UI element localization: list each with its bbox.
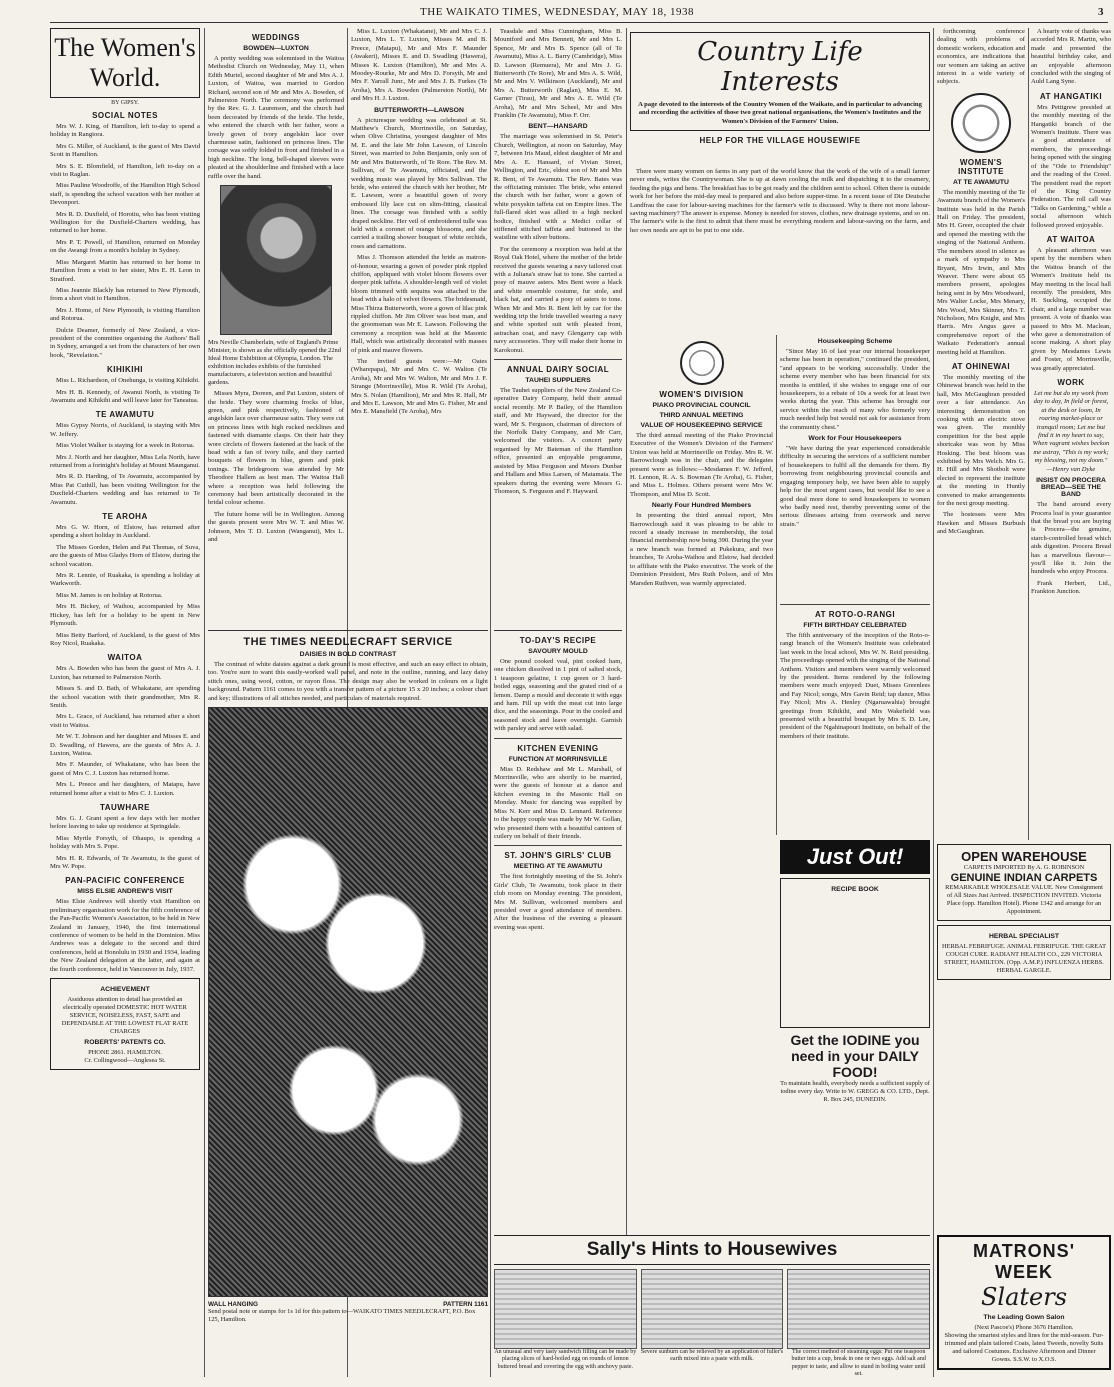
note: Mrs J. North and her daughter, Miss Lela North, have returned from a fortnight's holiday at Mount Maunganui. — [50, 453, 200, 469]
note: Miss Violet Walker is staying for a week in Rotorua. — [56, 442, 195, 450]
note: Mrs L. Grace, of Auckland, has returned after a short visit to Waitoa. — [50, 713, 200, 729]
roberts-patents-ad — [50, 978, 200, 1070]
country-life-box — [630, 32, 930, 131]
sallys-hints — [494, 1235, 930, 1385]
sally-caption: An unusual and very tasty sandwich filling can be made by placing slices of hard-boiled egg on rounds of lemon buttered bread and covering the egg with anchovy paste. — [494, 1349, 637, 1370]
masthead — [0, 4, 1114, 22]
slaters-logo: Slaters — [980, 1283, 1068, 1311]
wedding-text: Misses Myra, Doreen, and Pat Luxton, sisters of the bride. They wore charming frocks of blue, green, and pink respectively, fashioned of angelskin lace over charmeuse satin. They were cut on princess lines with high rucked necklines and fastened with diamante clasps. On their hair they wore circlets of flowers fastened at the back of the head with a fan of ivory tulle, and they carried bouquets of flowers in blue, green and pink tonings. The bridegroom was attended by Mr Theodore Hallem as best man. The Waitoa Hall where a reception was held following the ceremony had been artistically decorated in the bridal colour scheme. — [208, 390, 344, 507]
girls-club-subhead: MEETING AT TE AWAMUTU — [513, 863, 603, 871]
ad-phone: PHONE 2861. HAMILTON. — [88, 1049, 162, 1057]
kitchen-text: Miss D. Redshaw and Mr L. Marshall, of Morrinsville, who are shortly to be married, were the guests of honour at a dance and kitchen evening in the Masonic Hall on Monday. Music for dancing was supplied by Miss N. Kerr and Miss D. Lennard. Reference to the happy couple was made by Mr W. Gollan, who presented them with a beautiful canteen of cutlery on behalf of their friends. — [494, 765, 622, 840]
dairy-text: The Tauhei suppliers of the New Zealand Co-operative Dairy Company, held their annual social recently. Mr P. Bailey, of the Hamilton staff, and Mr Hayward, the director for the ward, Mr S. Ferguson, chairman of directors of the Norfolk Dairy Company, and Mr Carr, welcomed the visitors. A concert party organised by Mr Bateman of the Hamilton office, presented an enjoyable programme, assisted by Miss Ferguson and Messrs Dunbar and Hallam and Miss Larsen, of Matamata. The speakers during the evening were Messrs G. Thomson, S. Ferguson and F. Hayward. — [494, 387, 622, 495]
section-head-hangatiki: AT HANGATIKI — [1039, 91, 1103, 101]
column-7 — [937, 28, 1025, 648]
section-head-pan-pacific: PAN-PACIFIC CONFERENCE — [65, 876, 185, 886]
note: Mrs A. Bowden who has been the guest of Mrs A. J. Luxton, has returned to Palmerston North. — [50, 665, 200, 681]
wedding-head: BUTTERWORTH—LAWSON — [374, 106, 464, 114]
note: Miss Pauline Woodroffe, of the Hamilton High School staff, is spending the school vacation with her mother at Devonport. — [50, 182, 200, 207]
salon-name: The Leading Gown Salon — [983, 1314, 1065, 1321]
byline: BY GIPSY. — [111, 100, 139, 106]
wd-subhead: Work for Four Housekeepers — [808, 435, 902, 443]
ow-small: REMARKABLE WHOLESALE VALUE. New Consignment of All Sizes Just Arrived. INSPECTION INVITED. Victoria Place (opp. Hamilton Hotel). Phone 1342 and arrange for an Appointment. — [945, 884, 1103, 915]
social-notes-list — [50, 123, 200, 360]
masthead-title: THE WAIKATO TIMES, WEDNESDAY, MAY 18, 1938 — [420, 6, 694, 18]
wedding-head: BOWDEN—LUXTON — [243, 45, 309, 52]
needlecraft-caption — [208, 1301, 488, 1308]
country-life-header — [630, 28, 930, 168]
column-3 — [351, 28, 487, 628]
note: Mrs H. R. Edwards, of Te Awamutu, is the guest of Mrs W. Pope. — [50, 854, 200, 871]
iodine-small: To maintain health, everybody needs a sufficient supply of iodine every day. Write to W. GREGG & CO. LTD., Dept. R. Box 245, DUNEDIN. — [780, 1080, 930, 1103]
note: Mrs H. Bickey, of Waihou, accompanied by Miss Hickey, has left for a holiday to be spent in New Plymouth. — [50, 603, 200, 628]
iodine-headline: Get the IODINE you need in your DAILY FOOD! — [790, 1032, 920, 1080]
section-head-roto: AT ROTO-O-RANGI — [814, 610, 896, 619]
ohinewai-text: The hostesses were Mrs Hawken and Misses Burbush and McGaughran. — [937, 511, 1025, 536]
note: Dulcie Deamer, formerly of New Zealand, a vice-president of the committee organising the Authors' Ball in Sydney, arranged a set from the characters of her own book, "Revelation." — [50, 326, 200, 359]
ad-firm: ROBERTS' PATENTS CO. — [84, 1039, 166, 1047]
kitchen-subhead: FUNCTION AT MORRINSVILLE — [508, 755, 608, 763]
photo-caption: Mrs Neville Chamberlain, wife of England's Prime Minister, is shown as she officially opened the 22nd Ideal Home Exhibition at Olympia, London. The exhibition includes exhibits of the furnished manufacturers, a television section and beautiful gardens. — [208, 339, 341, 387]
matrons-week-ad — [937, 1235, 1111, 1385]
open-warehouse-ad — [937, 844, 1111, 921]
chamberlain-photo — [220, 185, 332, 335]
note: Mrs F. Maunder, of Whakatane, who has been the guest of Mrs C. J. Luxton has returned home. — [50, 761, 200, 777]
note: Mrs S. E. Blomfield, of Hamilton, left to-day on a visit to Raglan. — [50, 162, 200, 179]
matrons-box — [937, 1235, 1111, 1370]
guest-list: Teasdale and Miss Cunningham, Miss B. Mountford and Mrs Bennett, Mr and Mrs L. Spence, Mr and Mrs B. Spence (all of Te Awamutu), Miss A. L. Barry (Cambridge), Miss D. Lawson (Remuera), Mr and Mrs J. G. Butterworth (Te Rore), Mr and Mrs A. S. Wild, Mr and Mrs V. Wilkinson (Auckland), Mr and Mrs A. Butterworth (Raglan), Miss E. M. Garner (Tirau), Mr and Mrs A. E. Wild (Te Aroha), Mr and Mrs Scheel, Mr and Mrs Franklin (Te Awamutu), Miss F. Orr. — [494, 28, 622, 120]
procera-head: INSIST ON PROCERA BREAD—SEE THE BAND — [1036, 477, 1106, 499]
sally-illustration — [494, 1269, 637, 1349]
girls-club-text: The first fortnightly meeting of the St. John's Girls' Club, Te Awamutu, took place in their club room on Monday evening. The president, Mrs M. Sullivan, welcomed members and presided over a good attendance of members. After the business of the evening a pleasant evening was spent. — [494, 873, 622, 931]
wedding-text: A pretty wedding was solemnised in the Waitoa Methodist Church on Wednesday, May 11, when Edith Muriel, second daughter of Mr and Mrs A. J. Luxton, of Waitoa, was married to Gordon Richard, second son of Mr and Mrs A. Bowden, of Palmerston North. The ceremony was performed by the Rev. G. J. Laurenson, and the church had been decorated by friends of the bride. The bride, who entered the church with her father, wore a lovely gown of ivory angelskin lace over charmeuse satin, fashioned on princess lines. The corsage was softly folded in front and finished in a high neckline. The long, bell-shaped sleeves were pleated at the shoulderline and finished with a lace ruffle over the hand. — [208, 55, 344, 180]
sally-illustration — [641, 1269, 784, 1349]
section-head-te-aroha: TE AROHA — [102, 512, 148, 522]
section-head-dairy: ANNUAL DAIRY SOCIAL — [506, 365, 610, 375]
wd-subhead: PIAKO PROVINCIAL COUNCIL — [652, 402, 751, 409]
recipe-book-box — [780, 878, 930, 1028]
column-divider — [490, 630, 491, 1377]
needlecraft-text: The contrast of white daisies against a dark ground is most effective, and such an easy effect to obtain, too. You're sure to want this easily-worked wall panel, and note in the outline, running, and lazy daisy stitch ones, using wool, cotton, or rayon floss. The design may also be worked in colours on a light background. Pattern 1161 comes to you with a transfer pattern of a picture 15 x 20 inches; a colour chart and key; illustrations of all stitches needed, and particulars of materials required. — [208, 661, 488, 702]
needlecraft-order: Send postal note or stamps for 1s 1d for this pattern to—WAIKATO TIMES NEEDLECRAFT, P.O. Box 125, Hamilton. — [208, 1308, 476, 1324]
note: Miss Myrtle Forsyth, of Ohaupo, is spending a holiday with Mrs S. Pope. — [50, 834, 200, 851]
wedding-text: The invited guests were:—Mr Oates (Wharepapa), Mr and Mrs C. W. Walton (Te Aroha), Mr and Mrs W. Walton, Mr and Mrs J. F. Strange (Morrinsville), Miss R. Wild (Te Aroha), Mrs S. Nolan (Hamilton), Mr and Mrs R. Hall, Mr and Mrs E. Lawson, Mr and Mrs G. Fisher, Mr and Mrs E. Mansfield (Te Aroha), Mrs — [351, 358, 487, 416]
wd-subhead: Nearly Four Hundred Members — [651, 502, 752, 510]
section-head-kitchen: KITCHEN EVENING — [517, 743, 599, 753]
roto-text: The fifth anniversary of the inception of the Roto-o-rangi branch of the Women's Institute was celebrated last week in the local school, Mrs W. N. Reid presiding. The proceedings opened with the singing of the National Anthem. Visitors and members were warmly welcomed by the president. Items rendered by the following members were much enjoyed: Duet, Misses Greenlees and Fay Nicol; songs, Mrs Gavin Reid; tap dance, Miss Fay Nicol; Mrs A. Henley (Ngaruawahia) brought greetings from Kihikihi, and Mrs Wakefield was presented with a beautiful bouquet by Mrs S. D. Lee, president of the Ngahinapouri Institute, on behalf of the members of their institute. — [780, 632, 930, 740]
procera-text: The band around every Procera loaf is your guarantee that the bread you are buying is Procera—the genuine, starch-controlled bread which aids digestion. Procera Bread has a marvellous flavour—you'll like it. Join the hundreds who enjoy Procera. — [1031, 501, 1111, 576]
womens-division-badge — [680, 341, 724, 385]
justout-banner: Just Out! — [780, 840, 930, 874]
note: Miss Gypsy Norris, of Auckland, is staying with Mrs W. Jeffery. — [50, 422, 200, 438]
herbal-ad — [937, 925, 1111, 980]
note: Mrs W. J. King, of Hamilton, left to-day to spend a holiday in Rangiora. — [50, 123, 200, 139]
dairy-subhead: TAUHEI SUPPLIERS — [525, 377, 591, 385]
wedding-text: A picturesque wedding was celebrated at St. Matthew's Church, Morrinsville, on Saturday, when Olive Christina, youngest daughter of Mrs M. E. and the late Mr John Lawson, of Lincoln Street, was married to John Benjamin, only son of Mr and Mrs Butterworth, of Te Rore. The Rev. M. Sullivan, of Te Awamutu, officiated, and the wedding music was played by Mrs Sullivan. The bride, who entered the church with her brother, Mr E. Lawson, wore a beautiful gown of ivory embossed lily lace cut on slim-fitting, classical lines. The corsage was finished with a softly draped neckline. Her veil of embroidered tulle was held with a coronet of orange blossoms, and she carried a trailing shower bouquet of white orchids, roses and carnations. — [351, 116, 487, 250]
wall-hanging-illustration — [208, 707, 488, 1297]
section-head-ohinewai: AT OHINEWAI — [951, 361, 1011, 371]
note: Mrs G. W. Horn, of Elstow, has returned after spending a short holiday in Auckland. — [50, 524, 200, 540]
section-head-weddings: WEDDINGS — [252, 33, 300, 42]
pan-pacific-subhead: MISS ELSIE ANDREW'S VISIT — [77, 888, 173, 896]
ow-big: GENUINE INDIAN CARPETS — [950, 872, 1098, 884]
note: Miss Betty Barford, of Auckland, is the guest of Mrs Roy Nicol, Ruakaka. — [50, 631, 200, 647]
section-head-social-notes: SOCIAL NOTES — [92, 111, 158, 120]
note: Mrs P. T. Powell, of Hamilton, returned on Monday on the Awangi from a month's holiday in Sydney. — [50, 238, 200, 255]
note: Misses S. and D. Bath, of Whakatane, are spending the school vacation with their grandmother, Mrs R. Smith. — [50, 685, 200, 709]
section-head-te-awamutu: TE AWAMUTU — [95, 410, 155, 420]
wd-text: "We have during the year experienced considerable difficulty in securing the services of a sufficient number of housekeepers to fulfil all the demands for them. By borrowing from neighbouring provincial councils and engaging temporary help, we have been able to supply help for the most urgent cases, but would like to see a good deal more done to send housekeepers to women who badly need rest, thereby preventing some of the serious illnesses arising from overwork and nerve strain." — [780, 445, 930, 528]
section-head-recipe: TO-DAY'S RECIPE — [519, 636, 597, 645]
ad-body: Assiduous attention to detail has provided an electrically operated DOMESTIC HOT WATER SERVICE, NOISELESS, FAST, SAFE and DEPENDABLE AT THE LOWEST FLAT RATE CHARGES — [61, 996, 189, 1036]
procera-firm: Frank Herbert, Ltd., Frankton Junction. — [1031, 579, 1111, 596]
note: Miss L. Richardson, of Onehunga, is visiting Kihikihi. — [56, 377, 200, 385]
section-head-work: WORK — [1057, 378, 1085, 388]
sally-caption: Severe sunburn can be relieved by an application of fuller's earth mixed into a paste with milk. — [640, 1349, 784, 1363]
sally-illustrations — [494, 1269, 930, 1349]
waitoa-wi-text: A pleasant afternoon was spent by the members when the Waitoa branch of the Women's Institute held its May meeting in the local hall recently. The president, Mrs H. Suckling, occupied the chair, and a large number was present. A vote of thanks was passed to Mrs M. Maclean, who gave a demonstration of scone making. A short play given by Mesdames Lewis and Foster, of Morrinsville, was greatly appreciated. — [1031, 246, 1111, 372]
note: Mrs G. J. Grant spent a few days with her mother before leaving to take up residence at Springdale. — [50, 815, 200, 831]
village-housewife-text: There were many women on farms in any part of the world know that the work of the wife of a small farmer never ends, writes the Countrywoman. She is up at dawn cooling the milk and dispatching it to the creamery, feeding the pigs and hens. The breakfast has to be got ready and the children sent to school. Often there is outside work for her before the mid-day meal is prepared and also before supper-time. In a recent issue of Die Deutsche Landfrau the case for labour-saving machines for the farmer's wife is discussed. Why is there not more labour-saving machinery? The answer is expense. Money is needed for stoves, clothes, new drainage systems, and so on. The farmer's wife is the first to admit that there must be everything modern and labour-saving on the farm, and her own needs are apt to be put to one side. — [630, 168, 930, 234]
needlecraft-subhead: DAISIES IN BOLD CONTRAST — [299, 651, 397, 658]
column-divider — [626, 28, 627, 1377]
wd-subhead: Housekeeping Scheme — [817, 338, 893, 345]
herbal-head: HERBAL SPECIALIST — [988, 933, 1060, 940]
wedding-text: Miss J. Thomson attended the bride as matron-of-honour, wearing a gown of powder pink rippled chiffon, appliqued with violet bloom flowers over deeper pink taffeta. A shoulder-length veil of violet bloom trimmed with sequins was attached to the head with a halo of velvet flowers. The bridesmaid, Miss Thirza Butterworth, wore a gown of lilac pink rippled chiffon. Mr Jim Oliver was best man, and the groomsman was Mr E. Lawson. Following the ceremony a reception was held at the Masonic Hall, which was artistically decorated with masses of pink and mauve flowers. — [351, 254, 487, 354]
section-head-womens-institute: WOMEN'S INSTITUTE — [958, 157, 1004, 176]
page-number: 3 — [1098, 6, 1104, 18]
section-head-girls-club: ST. JOHN'S GIRLS' CLUB — [504, 851, 612, 861]
village-housewife-article — [630, 168, 930, 328]
note: Mr W. T. Johnson and her daughter and Misses E. and D. Swadling, of Hawera, are the guests of Mrs A. J. Luxton, Waitoa. — [50, 733, 200, 757]
note: Mrs R. Lennie, of Ruakaka, is spending a holiday at Warkworth. — [50, 572, 200, 588]
ad-address: Cr. Collingwood—Anglesea St. — [84, 1057, 166, 1065]
herbal-text: HERBAL FEBRIFUGE. ANIMAL FEBRIFUGE. THE GREAT COUGH CURE. RADIANT HEALTH CO., 229 VICTORIA STREET, HAMILTON. (Opp. A.M.P.) INFLUENZA HERBS. HERBAL GARGLE. — [942, 943, 1106, 974]
ow-sub: CARPETS IMPORTED By A. G. ROBINSON — [963, 864, 1085, 871]
note: Mrs J. Home, of New Plymouth, is visiting Hamilton and Rotorua. — [50, 306, 200, 323]
needlecraft-title: THE TIMES NEEDLECRAFT SERVICE — [243, 636, 453, 648]
section-head-kihikihi: KIHIKIHI — [107, 365, 143, 375]
wedding-text: The future home will be in Wellington. Among the guests present were Mrs W. T. and Miss W. Johnson, Mrs T. D. Luxton (Wanganui), Mrs L. and — [208, 510, 344, 543]
note: The Misses Gorden, Helen and Pat Thomas, of Suva, are the guests of Miss Gladys Horn of Elstow, during the school vacation. — [50, 543, 200, 568]
recipe-subhead: SAVOURY MOULD — [528, 648, 588, 655]
section-head-village-housewife: HELP FOR THE VILLAGE HOUSEWIFE — [699, 136, 861, 146]
roto-subhead: FIFTH BIRTHDAY CELEBRATED — [803, 622, 907, 629]
womens-institute-badge — [951, 93, 1011, 153]
wd-subhead: VALUE OF HOUSEKEEPING SERVICE — [640, 422, 763, 429]
wd-text: "Since May 16 of last year our internal housekeeper scheme has been in operation," continued the president, "and appears to be working successfully. Under the scheme every member who has been financial for six months is entitled, if she wishes to engage one of our housekeepers, to a rebate of 10s a week for at least two weeks during the year. This scheme has brought our service within the reach of many who formerly very much needed help but would not ask for assistance from the community chest." — [780, 348, 930, 431]
column-4 — [494, 28, 622, 628]
roto-o-rangi-article — [780, 600, 930, 840]
section-head-waitoa: WAITOA — [107, 653, 143, 663]
ad-headline: ACHIEVEMENT — [100, 986, 150, 994]
note: Mrs L. Preece and her daughters, of Matapu, have returned home after a visit to Mrs C. J. Luxton. — [50, 781, 200, 797]
wd-text: In presenting the third annual report, Mrs Barrowclough said it was pleasing to be able to record a steady increase in membership, the total financial membership now being 390. During the year a new branch was formed at Pukekura, and two branches, Te Aroha-Waihou and Elstow, had decided to affiliate with the Piako executive. The work of the Dominion President, Mrs Ruth Polson, and of Mrs Marsden Ruthven, was warmly appreciated. — [630, 512, 773, 587]
column-1 — [50, 28, 200, 1377]
hangatiki-text: Mrs Pettigrew presided at the monthly meeting of the Hangatiki branch of the Women's Institute. There was a good attendance of members, the proceedings being opened with the singing of the "Ode to Friendship" and the reading of the Creed. The president read the report of the King Country Federation. The roll call was "Talks on Gardening," while a social afternoon which followed proved enjoyable. — [1031, 103, 1111, 229]
poem-author: —Henry van Dyke — [1046, 465, 1096, 473]
column-5 — [630, 335, 773, 835]
salon-phone: (Next Pascoe's) Phone 3676 Hamilton. — [974, 1324, 1074, 1331]
note: Mrs G. Miller, of Auckland, is the guest of Mrs David Scott in Hamilton. — [50, 142, 200, 159]
page-title: The Women's World. — [50, 28, 200, 98]
wedding-text: For the ceremony a reception was held at the Royal Oak Hotel, where the mother of the bride received the guests wearing a navy tailored coat with a Juliana's straw hat to tone. She carried a posy of mauve asters. Mrs Bent wore a black and white ensemble costume, fur stole, and black hat, and carried a posy of asters to tone. When Mr and Mrs R. Bent left by car for the wedding trip the bride travelled wearing a navy and white spotted suit with pleated front, astrachan coat, and navy Glengarry cap with navy accessories. They will make their home in Karokonui. — [494, 245, 622, 354]
sally-captions — [494, 1349, 930, 1379]
column-8 — [1031, 28, 1111, 868]
guest-list: Miss L. Luxton (Whakatane), Mr and Mrs C. J. Luxton, Mrs L. T. Luxton, Misses M. and B. Preece, (Matapu), Mr and Mrs F. Maunder (Awakeri), Misses E. and D. Swadling (Hawera), Misses K. Luxton (Hamilton), Mr and Mrs A. Moodey-Rourke, Mr and Mrs D. Forsyth, Mr and Mrs F. Yarrall Junr., Mr and Mrs J. B. Furkes (Te Aroha), Mrs A. Bowden (Palmerston North), Mr and Mrs H. J. Luxton. — [351, 28, 487, 103]
sally-title: Sally's Hints to Housewives — [494, 1235, 930, 1265]
wi-subhead: AT TE AWAMUTU — [953, 178, 1009, 186]
sally-caption: The correct method of steaming eggs: Put one teaspoon butter into a cup, break in one or two eggs. Add salt and pepper to taste, and allow to stand in boiling water until set. — [791, 1349, 926, 1378]
wd-subhead: THIRD ANNUAL MEETING — [659, 412, 744, 419]
iodine-ad — [780, 840, 930, 1230]
forthcoming-text: forthcoming conference dealing with problems of domestic workers, education and economics, are indications that our women are taking an active interest in a wide variety of subjects. — [937, 28, 1025, 86]
work-poem: Let me but do my work from day to day, In field or forest, at the desk or loom, In roaring market-place or tranquil room; Let me but find it in my heart to say, When vagrant wishes beckon me astray, "This is my work; my blessing, not my doom." — [1032, 390, 1110, 465]
note: Mrs R. D. Duxfield, of Horotiu, who has been visiting Wellington for the Duxfield-Charters wedding, has returned to her home. — [50, 210, 200, 235]
wedding-head: BENT—HANSARD — [528, 123, 588, 131]
column-divider — [933, 28, 934, 1377]
country-life-intro: A page devoted to the interests of the Country Women of the Waikato, and in particular to advancing and recording the activities of those two great national organisations, the Women's Institutes and the Women's Division of the Farmers' Union. — [638, 101, 922, 125]
recipe-text: One pound cooked veal, pint cooked ham, one chicken dissolved in 1 pint of salted stock, 1 teaspoon gelatine, 1 cup green or 3 hard-boiled eggs, seasoning and the grated rind of a lemon. Damp a mould and decorate it with eggs and ham. Fill up with the meat cut into large dice, and the seasonings. Pour in the cooled and seasoned stock and leave overnight. Garnish with parsley and serve with salad. — [494, 658, 622, 733]
country-life-title: Country Life Interests — [697, 37, 863, 97]
salon-text: Showing the smartest styles and lines for the mid-season. Fur-trimmed and plain tailored Coats, latest Tweeds, novelty Suits and tailored Costumes. Exclusive Afternoon and Dinner Gowns. S.S.W. to X.O.S. — [944, 1332, 1104, 1363]
column-divider — [204, 28, 205, 1377]
column-divider — [776, 335, 777, 835]
ohinewai-text: The monthly meeting of the Ohinewai branch was held in the hall, Mrs McGaughran presided over a fair attendance. An interesting demonstration on cooking with an electric stove was given. The monthly competition for the best apple shortcake was won by Miss Hosking. The best bloom was exhibited by Mrs Welch. Mrs G. H. Hill and Mrs Shotbolt were elected to represent the institute at the meeting in Huntly convened to make arrangements for the next group meeting. — [937, 373, 1025, 508]
note: Miss Jeannie Blackly has returned to New Plymouth, from a short visit to Hamilton. — [50, 286, 200, 303]
wi-text: The monthly meeting of the Te Awamutu branch of the Women's Institute was held in the Parish Hall on Friday. The president, Mrs H. Greer, occupied the chair and opened the meeting with the singing of the National Anthem. The members stood in silence as a mark of sympathy to Mrs Bryant, Mrs Irwin, and Mrs Weaver. There were about 65 members present, apologies being sent in by Mrs Woodward, Mrs Walter Locke, Mrs Menary, Mrs Wood, Mrs Skinner, Mrs T. Nicholson, Mrs Knight, and Mrs Harris. Mrs Angus gave a comprehensive report of the Waikato Federation's annual meeting held at Hamilton. — [937, 188, 1025, 356]
section-head-tauwhare: TAUWHARE — [99, 803, 151, 812]
pan-pacific-text: Miss Elsie Andrews will shortly visit Hamilton on preliminary organisation work for the fifth conference of the Pan-Pacific Women's Association, to be held in New Zealand in January, 1940, the first international conference of women to be held in the Dominion. Miss Andrews was a delegate to the second and third conferences, held at Honolulu in 1930 and 1934, leading the New Zealand delegation at the latter, and again at the fourth conference, held in Vancouver in July, 1937. — [50, 898, 200, 973]
section-head-womens-division: WOMEN'S DIVISION — [659, 390, 744, 399]
sally-illustration — [787, 1269, 930, 1349]
caption-right: PATTERN 1161 — [443, 1301, 488, 1309]
caption-left: WALL HANGING — [208, 1301, 258, 1309]
wedding-text: The marriage was solemnised in St. Peter's Church, Wellington, at noon on Saturday, May 7, between Iris Maud, eldest daughter of Mr and Mrs A. E. Hansard, of Vivian Street, Wellington, and Eric, eldest son of Mr and Mrs R. Bent, of Te Awamutu. The Rev. Bates was the officiating minister. The bride, who entered the church with her father, wore a gown of white poxyskin taffeta cut on Empire lines. The full-flared skirt was allied to a high necked bodice, finished with a Medici collar of stiffened stitched taffeta and buttoned to the waistline with silver buttons. — [494, 133, 622, 242]
thanks-text: A hearty vote of thanks was accorded Mrs R. Martin, who made and presented the beautiful birthday cake, and an enjoyable afternoon concluded with the singing of Auld Lang Syne. — [1031, 28, 1111, 86]
wd-text: The third annual meeting of the Piako Provincial Executive of the Women's Division of the Farmers' Union was held at Morrinsville on Friday. Mrs R. W. Barrowclough was in the chair, and the delegates present were as follows:—Mesdames F. W. Jefferd, H. Lennon, R. A. S. Bowman (Te Aroha), G. Fisher, and Miss L. Holmes. Others present were Mrs W. Thompson, and Miss D. Scott. — [630, 432, 773, 498]
note: Miss M. James is on holiday at Rotorua. — [56, 591, 163, 599]
matrons-title: MATRONS' WEEK — [973, 1241, 1075, 1282]
note: Miss Margaret Martin has returned to her home in Hamilton from a visit to her sister, Mrs E. H. Leon in Stratford. — [50, 258, 200, 283]
section-head-waitoa-wi: AT WAITOA — [1046, 234, 1096, 244]
note: Mrs H. B. Kennedy, of Awanui North, is visiting Te Awamutu and Kihikihi and will leave later for Taneatua. — [50, 388, 200, 404]
masthead-rule — [50, 22, 1108, 23]
note: Mrs R. D. Harding, of Te Awamutu, accompanied by Miss Pat Cuthill, has been visiting Wellington for the Duxfield-Charters wedding and has returned to Te Awamutu. — [50, 473, 200, 506]
recipe-book-label: RECIPE BOOK — [831, 886, 879, 893]
ow-head: OPEN WAREHOUSE — [961, 849, 1087, 864]
needlecraft-section — [208, 630, 488, 1378]
